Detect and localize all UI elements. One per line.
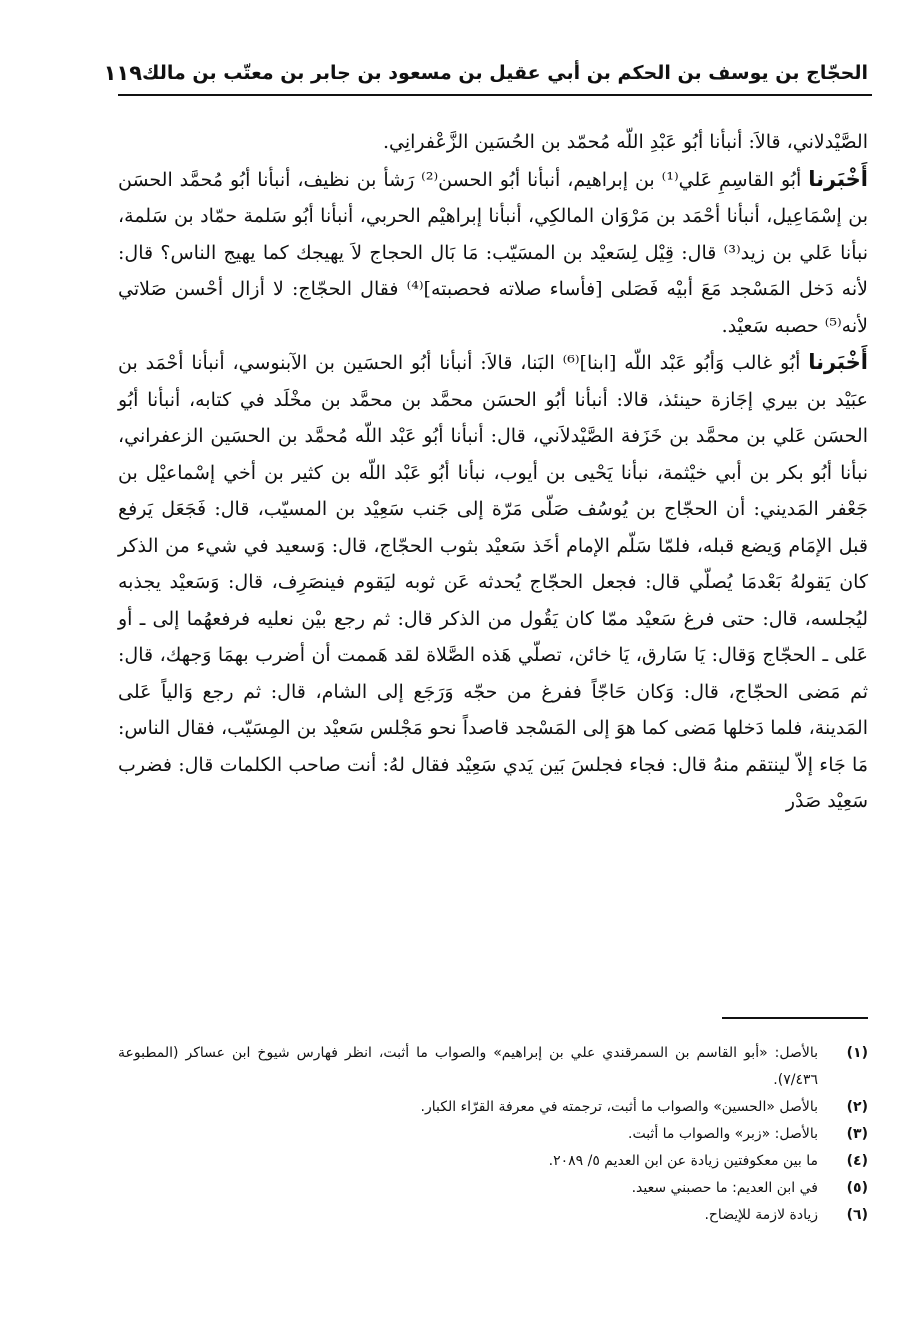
- paragraph-lead-word: أَخْبَرنا: [808, 166, 868, 191]
- footnote-number: (٣): [846, 1126, 868, 1142]
- footnote: [118, 1202, 868, 1229]
- footnote-text: بالأصل «الحسين» والصواب ما أثبت، ترجمته في معرفة القرّاء الكبار.: [420, 1099, 818, 1115]
- paragraph-lead-word: أَخْبَرنا: [808, 350, 868, 374]
- footnote: [118, 1121, 868, 1148]
- footnote-number: (١): [846, 1045, 868, 1061]
- paragraph-text: الصَّيْدلاني، قالاَ: أنبأنا أبُو عَبْدِ اللّه مُحمّد بن الحُسَين الزَّعْفرانِي.: [382, 131, 868, 153]
- footnote-text: زيادة لازمة للإيضاح.: [704, 1207, 818, 1223]
- footnote-number: (٥): [846, 1180, 868, 1196]
- main-text: [118, 124, 868, 820]
- footnote-text: في ابن العديم: ما حصبني سعيد.: [631, 1180, 818, 1196]
- footnote-number: (٢): [846, 1099, 868, 1115]
- footnote-divider: [722, 1017, 868, 1019]
- footnote-number: (٤): [846, 1153, 868, 1169]
- running-header: [103, 56, 868, 90]
- paragraph-text: أبُو القاسِمِ عَلي⁽¹⁾ بن إبراهيم، أنبأنا أبُو الحسن⁽²⁾ رَشأ بن نظيف، أنبأنا أبُو مُحمَّد الحسَن بن إسْمَاعِيل، أنبأنا أحْمَد بن مَرْوَان المالكِي، أنبأنا إبراهيْم الحربي، أنبأنا أبُو سَلمة حمّاد بن سَلمة، نبأنا عَلي بن زيد⁽³⁾ قال: قِيْل لِسَعيْد بن المسَيّب: مَا بَال الحجاج لاَ يهيجك كما يهيج الناس؟ قال: لأنه دَخل المَسْجد مَعَ أبيْه فَصَلى [فأساء صلاته فحصبته]⁽⁴⁾ فقال الحجّاج: لا أزال أحْسن صَلاتي لأنه⁽⁵⁾ حصبه سَعيْد.: [118, 168, 869, 337]
- header-divider: [118, 94, 872, 96]
- footnote: [118, 1040, 868, 1094]
- footnote: [118, 1175, 868, 1202]
- paragraph-2: [118, 161, 868, 345]
- footnote-number: (٦): [846, 1207, 868, 1223]
- footnote: [118, 1148, 868, 1175]
- footnote-text: ما بين معكوفتين زيادة عن ابن العديم ٥/ ٢٠٨٩.: [548, 1153, 818, 1169]
- footnotes: [118, 1040, 868, 1229]
- footnote-text: بالأصل: «أبو القاسم بن السمرقندي علي بن إبراهيم» والصواب ما أثبت، انظر فهارس شيوخ ابن عساكر (المطبوعة ٧/٤٣٦).: [118, 1045, 818, 1088]
- footnote: [118, 1094, 868, 1121]
- footnote-text: بالأصل: «زبر» والصواب ما أثبت.: [628, 1126, 818, 1142]
- paragraph-text: أبُو غالب وَأبُو عَبْد اللّه [ابنا]⁽⁶⁾ البَنا، قالاَ: أنبأنا أبُو الحسَين بن الآبنوسي، أنبأنا أحْمَد بن عبَيْد بن بيري إجَازة حينئذ، قالا: أنبأنا أبُو الحسَن محمَّد بن محمَّد بن مخْلَد في كتابه، أنبأنا أبُو الحسَن عَلي بن محمَّد بن خَزَفة الصَّيْدلاَني، قال: أنبأنا أبُو عَبْد اللّه مُحمَّد بن الحسَين الزعفراني، نبأنا أبُو بكر بن أبي خيْثمة، نبأنا يَحْيى بن أيوب، نبأنا أبُو عَبْد اللّه بن كثير بن أخي إسْماعيْل بن جَعْفر المَديني: أن الحجّاج بن يُوسُف صَلّى مَرّة إلى جَنب سَعِيْد بن المسيّب، قال: فَجَعَل يَرفع قبل الإمَام وَيضع قبله، فلمّا سَلّم الإمام أخَذ سَعيْد بثوب الحجّاج، قال: وَسعيد في شيء من الذكر كان يَقولهُ بَعْدمَا يُصلّي قال: فجعل الحجّاج يُحدثه عَن ثوبه ليَقوم فينصَرِف، قال: وَسَعيْد يجذبه ليُجلسه، قال: حتى فرغ سَعيْد ممّا كان يَقُول من الذكر قال: ثم رجع بيْن نعليه فرفعهُما إلى ـ أو عَلى ـ الحجّاج وَقال: يَا سَارق، يَا خائن، تصلّي هَذه الصَّلاة لقد هَممت أن أضرب بهمَا وَجهك، قال: ثم مَضى الحجّاج، قال: وَكان حَاجّاً ففرغ من حجّه وَرَجَع إلى الشام، قال: ثم رجع وَالياً عَلى المَدينة، فلما دَخلها مَضى كما هوَ إلى المَسْجد قاصداً نحو مَجْلس سَعيْد بن المِسَيّب، فقال الناس: مَا جَاء إلاّ لينتقم منهُ قال: فجاء فجلسَ بَين يَدي سَعِيْد فقال لهُ: أنت صاحب الكلمات قال: فضرب سَعِيْد صَدْر: [118, 352, 868, 812]
- paragraph-1: [118, 124, 868, 161]
- page-number: ١١٩: [103, 61, 143, 85]
- running-title: الحجّاج بن يوسف بن الحكم بن أبي عقيل بن مسعود بن جابر بن معتّب بن مالك: [142, 62, 868, 84]
- paragraph-3: [118, 344, 868, 820]
